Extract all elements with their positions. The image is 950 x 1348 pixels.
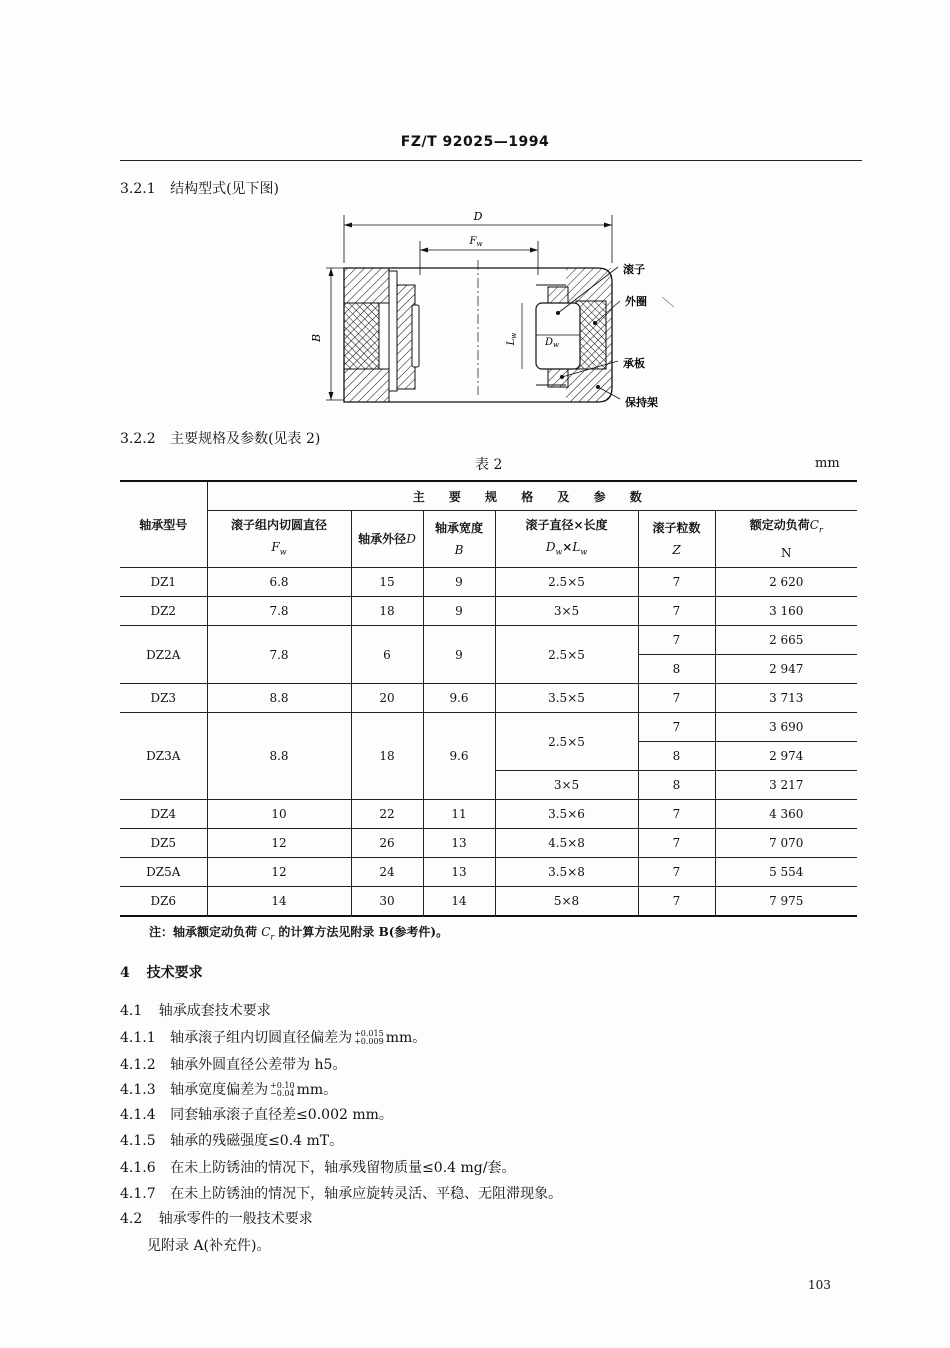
label-Dw-main: D <box>544 337 554 348</box>
clause-number: 4.1.4 <box>120 1107 156 1123</box>
cell-model: DZ5A <box>120 858 207 887</box>
arrow-icon <box>329 392 334 400</box>
cell-d: 15 <box>351 568 423 597</box>
clause-tail: mm。 <box>385 1030 427 1046</box>
label-cage: 保持架 <box>625 396 658 409</box>
clause-number: 4.1.2 <box>120 1057 156 1073</box>
table-unit: mm <box>815 456 840 471</box>
bearing-structure-diagram <box>300 205 690 415</box>
cell-d: 24 <box>351 858 423 887</box>
col-header-text: 轴承宽度 <box>434 521 483 535</box>
cell-b: 13 <box>423 829 495 858</box>
section-number: 4 <box>120 965 130 981</box>
cell-z: 7 <box>638 713 715 742</box>
cell-z: 8 <box>638 742 715 771</box>
cell-fw: 8.8 <box>207 713 351 800</box>
cell-cr: 2 620 <box>715 568 857 597</box>
col-header-d <box>351 511 423 568</box>
cell-z: 7 <box>638 829 715 858</box>
clause-4-1-3 <box>120 1079 337 1099</box>
col-header-symbol: Z <box>672 543 681 557</box>
clause-number: 4.1.7 <box>120 1186 156 1202</box>
table-row <box>120 684 857 713</box>
cell-b: 14 <box>423 887 495 917</box>
cell-cr: 3 713 <box>715 684 857 713</box>
col-header-subscript: r <box>818 525 823 535</box>
note-symbol: C <box>261 925 271 939</box>
leader-dot <box>596 385 600 389</box>
table-row <box>120 887 857 917</box>
clause-text: 轴承外圆直径公差带为 h5。 <box>170 1057 347 1073</box>
tolerance-upper: +0.015 <box>354 1029 384 1038</box>
clause-text: 在未上防锈油的情况下，轴承应旋转灵活、平稳、无阻滞现象。 <box>170 1186 563 1202</box>
col-header-symbol: L <box>572 540 581 555</box>
col-header-unit: N <box>781 545 792 560</box>
note-text: 注：轴承额定动负荷 <box>149 925 258 939</box>
cell-fw: 12 <box>207 829 351 858</box>
cell-fw: 6.8 <box>207 568 351 597</box>
note-text: 的计算方法见附录 B(参考件)。 <box>278 925 449 939</box>
section-title: 技术要求 <box>146 965 203 981</box>
cell-z: 7 <box>638 597 715 626</box>
col-header-fw <box>207 511 351 568</box>
cell-dl: 3.5×5 <box>495 684 638 713</box>
cell-dl: 2.5×5 <box>495 713 638 771</box>
cell-model: DZ3 <box>120 684 207 713</box>
section-number: 3.2.1 <box>120 181 156 197</box>
cell-model: DZ5 <box>120 829 207 858</box>
clause-4-1-6 <box>120 1157 515 1177</box>
section-4-2 <box>120 1208 313 1228</box>
label-D: D <box>473 210 483 223</box>
col-header-cr <box>715 511 857 568</box>
cell-cr: 3 690 <box>715 713 857 742</box>
cell-d: 26 <box>351 829 423 858</box>
cell-b: 9 <box>423 626 495 684</box>
leader-dot <box>593 321 597 325</box>
arrow-icon <box>530 248 538 253</box>
specs-table <box>120 480 857 917</box>
clause-4-1-2 <box>120 1054 346 1074</box>
clause-4-1-1 <box>120 1027 426 1047</box>
clause-4-1-7 <box>120 1183 562 1203</box>
label-Lw-sub: w <box>510 332 518 339</box>
tolerance-upper: +0.10 <box>270 1081 295 1090</box>
tolerance <box>354 1030 384 1046</box>
cell-dl: 4.5×8 <box>495 829 638 858</box>
table-header-row <box>120 481 857 511</box>
section-3-2-2 <box>120 428 320 448</box>
cell-fw: 7.8 <box>207 597 351 626</box>
cell-dl: 3×5 <box>495 771 638 800</box>
cell-z: 7 <box>638 568 715 597</box>
cell-cr: 4 360 <box>715 800 857 829</box>
clause-text: 轴承滚子组内切圆直径偏差为 <box>170 1030 353 1046</box>
col-header-symbol: D <box>545 540 556 555</box>
cell-d: 22 <box>351 800 423 829</box>
clause-text: 同套轴承滚子直径差≤0.002 mm。 <box>170 1107 393 1123</box>
cell-dl: 3.5×6 <box>495 800 638 829</box>
col-header-b <box>423 511 495 568</box>
col-header-symbol: C <box>809 518 819 533</box>
page-number: 103 <box>808 1278 831 1292</box>
section-number: 4.2 <box>120 1211 143 1227</box>
label-Lw <box>506 333 518 347</box>
cell-cr: 2 665 <box>715 626 857 655</box>
cell-cr: 2 974 <box>715 742 857 771</box>
cell-b: 13 <box>423 858 495 887</box>
col-header-symbol: B <box>454 543 464 557</box>
cell-fw: 10 <box>207 800 351 829</box>
cell-z: 7 <box>638 887 715 917</box>
col-header-text: 额定动负荷 <box>749 518 810 533</box>
col-header-text: 滚子组内切圆直径 <box>230 518 327 533</box>
table-header-row <box>120 511 857 568</box>
cage-left-lip <box>412 305 419 367</box>
tolerance-lower: +0.009 <box>354 1037 384 1046</box>
cell-z: 7 <box>638 684 715 713</box>
clause-text: 轴承的残磁强度≤0.4 mT。 <box>170 1133 344 1149</box>
cell-model: DZ2 <box>120 597 207 626</box>
arrow-icon <box>344 223 352 228</box>
cell-cr: 2 947 <box>715 655 857 684</box>
label-roller: 滚子 <box>623 263 645 276</box>
col-header-subscript: w <box>580 547 588 557</box>
col-header-z <box>638 511 715 568</box>
col-header-model: 轴承型号 <box>120 481 207 568</box>
table-row <box>120 568 857 597</box>
cell-d: 30 <box>351 887 423 917</box>
cell-d: 18 <box>351 597 423 626</box>
cell-cr: 3 160 <box>715 597 857 626</box>
label-Fw <box>469 236 483 248</box>
clause-number: 4.1.5 <box>120 1133 156 1149</box>
label-retainer-plate: 承板 <box>623 357 645 370</box>
cell-b: 9 <box>423 597 495 626</box>
label-Lw-main: L <box>506 338 517 346</box>
section-4-2-body: 见附录 A(补充件)。 <box>147 1238 271 1254</box>
cell-model: DZ3A <box>120 713 207 800</box>
cell-fw: 8.8 <box>207 684 351 713</box>
cell-dl: 2.5×5 <box>495 626 638 684</box>
label-B: B <box>310 333 323 343</box>
section-3-2-1 <box>120 178 279 198</box>
main-header: 主 要 规 格 及 参 数 <box>207 481 857 511</box>
cell-z: 7 <box>638 858 715 887</box>
section-4-1 <box>120 1000 271 1020</box>
clause-number: 4.1.1 <box>120 1030 156 1046</box>
col-header-times: × <box>562 540 573 555</box>
cell-b: 9 <box>423 568 495 597</box>
col-header-dl <box>495 511 638 568</box>
arrow-icon <box>329 268 334 276</box>
outer-ring-left-inner <box>344 303 379 369</box>
leader-dot <box>556 311 560 315</box>
col-header-text: 轴承外径 <box>358 532 407 546</box>
col-header-text: 滚子粒数 <box>652 521 701 535</box>
col-header-subscript: w <box>279 547 287 557</box>
col-header-text: 滚子直径×长度 <box>525 518 608 533</box>
table-row <box>120 829 857 858</box>
clause-tail: mm。 <box>296 1082 338 1098</box>
cell-dl: 3.5×8 <box>495 858 638 887</box>
cell-dl: 2.5×5 <box>495 568 638 597</box>
note-subscript: r <box>270 932 275 942</box>
header-rule <box>120 160 862 161</box>
cell-z: 8 <box>638 655 715 684</box>
section-number: 3.2.2 <box>120 431 156 447</box>
col-header-symbol: D <box>406 532 416 546</box>
arrow-icon <box>420 248 428 253</box>
cell-model: DZ6 <box>120 887 207 917</box>
section-text: 轴承零件的一般技术要求 <box>158 1211 313 1227</box>
cell-fw: 12 <box>207 858 351 887</box>
section-number: 4.1 <box>120 1003 143 1019</box>
cell-z: 7 <box>638 800 715 829</box>
cell-cr: 7 070 <box>715 829 857 858</box>
cell-b: 9.6 <box>423 713 495 800</box>
clause-number: 4.1.3 <box>120 1082 156 1098</box>
section-4 <box>120 962 203 982</box>
table-note <box>149 923 448 941</box>
table-caption: 表 2 <box>475 457 503 473</box>
cell-model: DZ1 <box>120 568 207 597</box>
clause-text: 轴承宽度偏差为 <box>170 1082 269 1098</box>
cell-cr: 5 554 <box>715 858 857 887</box>
label-Fw-main: F <box>469 236 477 247</box>
section-title: 结构型式(见下图) <box>170 181 280 197</box>
table-row <box>120 597 857 626</box>
cell-model: DZ2A <box>120 626 207 684</box>
table-row <box>120 713 857 742</box>
cell-z: 7 <box>638 626 715 655</box>
cell-d: 6 <box>351 626 423 684</box>
cell-z: 8 <box>638 771 715 800</box>
label-Dw-sub: w <box>553 341 560 349</box>
label-Fw-sub: w <box>476 240 483 248</box>
tolerance <box>270 1082 295 1098</box>
table-row <box>120 626 857 655</box>
document-header: FZ/T 92025—1994 <box>400 134 550 150</box>
section-title: 主要规格及参数(见表 2) <box>170 431 321 447</box>
clause-text: 在未上防锈油的情况下，轴承残留物质量≤0.4 mg/套。 <box>170 1160 516 1176</box>
col-header-subscript: w <box>555 547 563 557</box>
tolerance-lower: −0.04 <box>270 1089 295 1098</box>
stray-mark <box>662 297 674 307</box>
cell-b: 11 <box>423 800 495 829</box>
arrow-icon <box>604 223 612 228</box>
section-text: 轴承成套技术要求 <box>158 1003 271 1019</box>
cell-d: 20 <box>351 684 423 713</box>
table-row <box>120 858 857 887</box>
cell-b: 9.6 <box>423 684 495 713</box>
col-header-symbol: F <box>271 540 280 555</box>
leader-dot <box>560 375 564 379</box>
cell-fw: 14 <box>207 887 351 917</box>
cell-fw: 7.8 <box>207 626 351 684</box>
clause-4-1-4 <box>120 1104 393 1124</box>
cell-dl: 3×5 <box>495 597 638 626</box>
cage-left <box>389 271 397 391</box>
clause-number: 4.1.6 <box>120 1160 156 1176</box>
clause-4-1-5 <box>120 1130 343 1150</box>
cell-cr: 3 217 <box>715 771 857 800</box>
table-row <box>120 800 857 829</box>
cell-d: 18 <box>351 713 423 800</box>
label-outer-ring: 外圈 <box>625 295 647 308</box>
cell-dl: 5×8 <box>495 887 638 917</box>
cell-model: DZ4 <box>120 800 207 829</box>
cell-cr: 7 975 <box>715 887 857 917</box>
